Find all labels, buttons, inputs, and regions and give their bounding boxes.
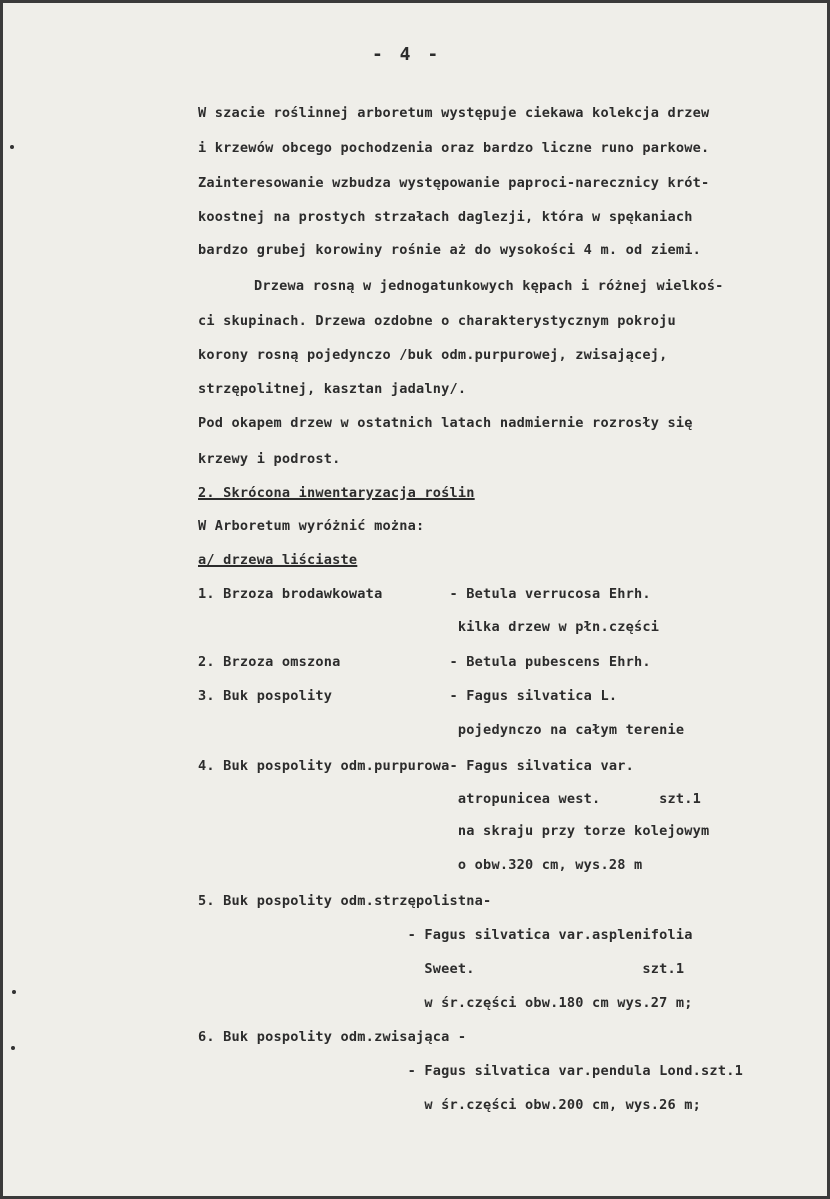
entry-line: w śr.części obw.200 cm, wys.26 m; (198, 1097, 702, 1113)
paragraph-line: krzewy i podrost. (198, 451, 341, 467)
entry-line: 6. Buk pospolity odm.zwisająca - (198, 1029, 467, 1045)
entry-line: 5. Buk pospolity odm.strzępolistna- (198, 893, 492, 909)
entry-line: 1. Brzoza brodawkowata - Betula verrucosa Ehrh. (198, 586, 651, 602)
margin-mark (10, 145, 14, 149)
entry-line: o obw.320 cm, wys.28 m (198, 857, 643, 873)
paragraph-line: koostnej na prostych strzałach daglezji, która w spękaniach (198, 209, 693, 225)
paragraph-line: i krzewów obcego pochodzenia oraz bardzo liczne runo parkowe. (198, 140, 710, 156)
page-number: - 4 - (372, 44, 442, 65)
entry-line: 3. Buk pospolity - Fagus silvatica L. (198, 688, 618, 704)
entry-line: 2. Brzoza omszona - Betula pubescens Ehrh. (198, 654, 651, 670)
margin-mark (12, 990, 16, 994)
subheading: a/ drzewa liściaste (198, 552, 358, 568)
paragraph-line: Zainteresowanie wzbudza występowanie paproci-narecznicy krót- (198, 175, 710, 191)
entry-line: atropunicea west. szt.1 (198, 791, 702, 807)
paragraph-line: strzępolitnej, kasztan jadalny/. (198, 381, 467, 397)
entry-line: w śr.części obw.180 cm wys.27 m; (198, 995, 693, 1011)
section-heading: 2. Skrócona inwentaryzacja roślin (198, 485, 475, 501)
intro-line: W Arboretum wyróżnić można: (198, 518, 425, 534)
paragraph-line: W szacie roślinnej arboretum występuje ciekawa kolekcja drzew (198, 105, 710, 121)
paragraph-line: Pod okapem drzew w ostatnich latach nadmiernie rozrosły się (198, 415, 693, 431)
paragraph-line: bardzo grubej korowiny rośnie aż do wysokości 4 m. od ziemi. (198, 242, 702, 258)
entry-line: 4. Buk pospolity odm.purpurowa- Fagus silvatica var. (198, 758, 634, 774)
margin-mark (11, 1046, 15, 1050)
entry-line: kilka drzew w płn.części (198, 619, 660, 635)
entry-line: pojedynczo na całym terenie (198, 722, 685, 738)
entry-line: - Fagus silvatica var.pendula Lond.szt.1 (198, 1063, 743, 1079)
paragraph-line: Drzewa rosną w jednogatunkowych kępach i różnej wielkoś- (254, 278, 724, 294)
entry-line: - Fagus silvatica var.asplenifolia (198, 927, 693, 943)
paragraph-line: korony rosną pojedynczo /buk odm.purpurowej, zwisającej, (198, 347, 668, 363)
entry-line: Sweet. szt.1 (198, 961, 685, 977)
paragraph-line: ci skupinach. Drzewa ozdobne o charakterystycznym pokroju (198, 313, 676, 329)
entry-line: na skraju przy torze kolejowym (198, 823, 710, 839)
